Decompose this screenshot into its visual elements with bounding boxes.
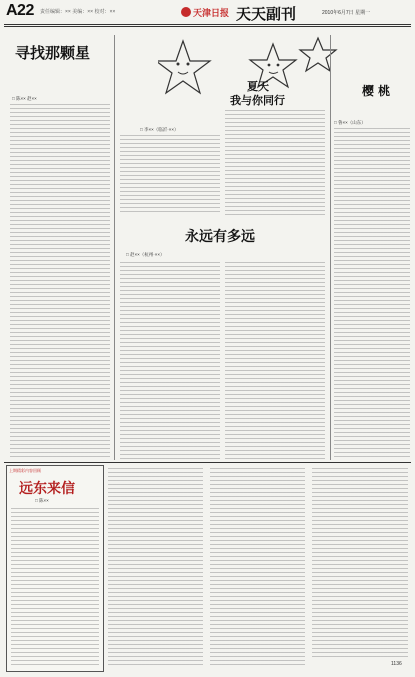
article-body bbox=[334, 128, 410, 460]
article-author: □ 鲁××（山东） bbox=[334, 120, 366, 125]
paper-logo-icon bbox=[181, 7, 191, 17]
box-body bbox=[11, 508, 99, 666]
column-divider bbox=[330, 35, 331, 460]
article-title-line1: 夏天 bbox=[247, 80, 269, 93]
page-meta: 责任编辑：×× 美编：×× 校对：×× bbox=[40, 9, 116, 15]
article-body bbox=[225, 110, 325, 215]
article-author: □ 李××（临沂·××） bbox=[140, 127, 179, 132]
article-body bbox=[120, 135, 220, 215]
header-rule-thin bbox=[4, 26, 411, 27]
article-body bbox=[120, 262, 220, 460]
article-title: 永远有多远 bbox=[185, 229, 255, 245]
paper-name: 天津日报 bbox=[193, 9, 230, 19]
article-title-line2: 我与你同行 bbox=[230, 94, 285, 107]
issue-date: 2010年6月7日 星期一 bbox=[322, 10, 371, 16]
article-body bbox=[210, 468, 305, 668]
column-divider bbox=[114, 35, 115, 460]
box-author: □ 陈×× bbox=[35, 498, 49, 503]
page-number: 1136 bbox=[391, 661, 402, 667]
article-author: □ 赵××（杭州·××） bbox=[126, 252, 165, 257]
article-body bbox=[312, 468, 408, 658]
box-header: 上期精彩内容回顾 bbox=[9, 468, 41, 473]
article-title: 樱 桃 bbox=[362, 84, 391, 98]
header-rule bbox=[4, 24, 411, 25]
article-body bbox=[108, 468, 203, 668]
section-rule bbox=[4, 462, 411, 463]
page-header bbox=[0, 0, 415, 24]
article-title: 寻找那颗星 bbox=[15, 44, 91, 62]
article-body bbox=[10, 104, 110, 459]
page-code: A22 bbox=[6, 2, 34, 19]
section-name: 天天副刊 bbox=[236, 5, 297, 23]
feature-box bbox=[6, 465, 104, 672]
article-author: □ 陈×× 赵×× bbox=[12, 96, 37, 101]
article-body bbox=[225, 262, 325, 460]
box-title: 远东来信 bbox=[19, 481, 75, 497]
